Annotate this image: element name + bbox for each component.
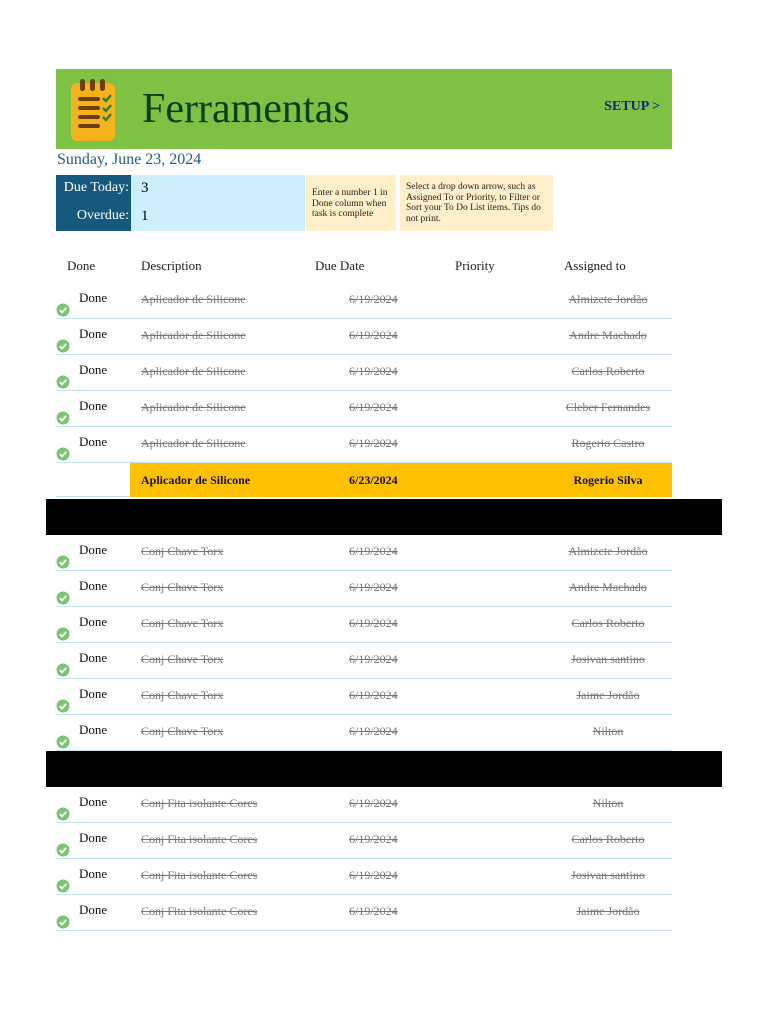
table-row[interactable]	[56, 283, 672, 319]
description-cell[interactable]: Conj Fita isolante Cores	[141, 796, 258, 810]
table-row[interactable]	[56, 607, 672, 643]
due-date-cell[interactable]: 6/19/2024	[349, 868, 398, 882]
table-row[interactable]	[56, 355, 672, 391]
check-circle-icon	[56, 663, 70, 677]
description-cell[interactable]: Conj Chave Torx	[141, 724, 224, 738]
table-row[interactable]	[56, 391, 672, 427]
table-row[interactable]	[56, 535, 672, 571]
overdue-label: Overdue:	[76, 208, 129, 223]
current-date: Sunday, June 23, 2024	[57, 151, 202, 168]
done-cell[interactable]: Done	[79, 362, 108, 377]
description-cell[interactable]: Conj Chave Torx	[141, 616, 224, 630]
description-cell[interactable]: Conj Chave Torx	[141, 688, 224, 702]
due-date-cell[interactable]: 6/23/2024	[349, 473, 398, 487]
assigned-to-cell[interactable]: Carlos Roberto	[571, 364, 645, 378]
assigned-to-cell[interactable]: Cleber Fernandes	[565, 400, 651, 414]
done-cell[interactable]: Done	[79, 650, 108, 665]
table-row[interactable]	[56, 895, 672, 931]
description-cell[interactable]: Conj Chave Torx	[141, 544, 224, 558]
due-date-cell[interactable]: 6/19/2024	[349, 400, 398, 414]
due-date-cell[interactable]: 6/19/2024	[349, 364, 398, 378]
table-row[interactable]	[56, 571, 672, 607]
due-date-cell[interactable]: 6/19/2024	[349, 652, 398, 666]
check-circle-icon	[56, 555, 70, 569]
description-cell[interactable]: Conj Chave Torx	[141, 580, 224, 594]
done-cell[interactable]: Done	[79, 434, 108, 449]
due-today-value: 3	[141, 180, 149, 196]
due-date-cell[interactable]: 6/19/2024	[349, 688, 398, 702]
column-header-due-date[interactable]: Due Date	[315, 258, 365, 273]
table-row[interactable]	[56, 679, 672, 715]
done-cell[interactable]: Done	[79, 578, 108, 593]
assigned-to-cell[interactable]: Rogerio Silva	[573, 473, 643, 487]
check-circle-icon	[56, 843, 70, 857]
description-cell[interactable]: Aplicador de Silicone	[141, 328, 246, 342]
description-cell[interactable]: Aplicador de Silicone	[141, 292, 246, 306]
due-today-label: Due Today:	[63, 180, 129, 195]
assigned-to-cell[interactable]: Jaime Jordão	[576, 904, 640, 918]
description-cell[interactable]: Conj Fita isolante Cores	[141, 868, 258, 882]
due-date-cell[interactable]: 6/19/2024	[349, 796, 398, 810]
check-circle-icon	[56, 303, 70, 317]
due-date-cell[interactable]: 6/19/2024	[349, 292, 398, 306]
assigned-to-cell[interactable]: Andre Machado	[569, 580, 647, 594]
assigned-to-cell[interactable]: Nilton	[592, 796, 624, 810]
assigned-to-cell[interactable]: Josivan santino	[571, 652, 645, 666]
assigned-to-cell[interactable]: Almizete Jordão	[568, 292, 648, 306]
tip-done-column: Enter a number 1 in Done column when task is complete	[306, 175, 396, 231]
due-date-cell[interactable]: 6/19/2024	[349, 832, 398, 846]
done-cell[interactable]: Done	[79, 830, 108, 845]
check-circle-icon	[56, 339, 70, 353]
check-circle-icon	[56, 411, 70, 425]
check-circle-icon	[56, 735, 70, 749]
check-circle-icon	[56, 699, 70, 713]
done-cell[interactable]: Done	[79, 794, 108, 809]
overdue-value: 1	[141, 208, 149, 224]
assigned-to-cell[interactable]: Nilton	[592, 724, 624, 738]
stats-panel	[56, 175, 305, 231]
tip-filter-sort: Select a drop down arrow, such as Assigned To or Priority, to Filter or Sort your To Do List items. Tips do not print.	[400, 175, 553, 231]
done-cell[interactable]: Done	[79, 866, 108, 881]
redaction-bar	[46, 751, 722, 787]
assigned-to-cell[interactable]: Andre Machado	[569, 328, 647, 342]
table-row[interactable]	[56, 859, 672, 895]
description-cell[interactable]: Aplicador de Silicone	[141, 473, 251, 487]
description-cell[interactable]: Conj Chave Torx	[141, 652, 224, 666]
column-header-assigned-to[interactable]: Assigned to	[564, 258, 626, 273]
check-circle-icon	[56, 807, 70, 821]
due-date-cell[interactable]: 6/19/2024	[349, 544, 398, 558]
due-date-cell[interactable]: 6/19/2024	[349, 328, 398, 342]
check-circle-icon	[56, 627, 70, 641]
assigned-to-cell[interactable]: Jaime Jordão	[576, 688, 640, 702]
assigned-to-cell[interactable]: Carlos Roberto	[571, 832, 645, 846]
description-cell[interactable]: Conj Fita isolante Cores	[141, 832, 258, 846]
description-cell[interactable]: Aplicador de Silicone	[141, 436, 246, 450]
header-banner	[56, 69, 672, 149]
setup-link[interactable]: SETUP >	[604, 99, 660, 114]
description-cell[interactable]: Aplicador de Silicone	[141, 364, 246, 378]
description-cell[interactable]: Aplicador de Silicone	[141, 400, 246, 414]
check-circle-icon	[56, 375, 70, 389]
clipboard-checklist-icon	[66, 77, 120, 143]
due-date-cell[interactable]: 6/19/2024	[349, 904, 398, 918]
done-cell[interactable]: Done	[79, 686, 108, 701]
table-row[interactable]	[56, 823, 672, 859]
redaction-bar	[46, 499, 722, 535]
table-row[interactable]	[56, 427, 672, 463]
page-title: Ferramentas	[142, 86, 350, 132]
assigned-to-cell[interactable]: Almizete Jordão	[568, 544, 648, 558]
column-header-description[interactable]: Description	[141, 258, 202, 273]
due-date-cell[interactable]: 6/19/2024	[349, 616, 398, 630]
done-cell[interactable]: Done	[79, 398, 108, 413]
due-date-cell[interactable]: 6/19/2024	[349, 436, 398, 450]
due-date-cell[interactable]: 6/19/2024	[349, 724, 398, 738]
table-row[interactable]	[56, 643, 672, 679]
check-circle-icon	[56, 915, 70, 929]
description-cell[interactable]: Conj Fita isolante Cores	[141, 904, 258, 918]
done-cell[interactable]: Done	[79, 614, 108, 629]
assigned-to-cell[interactable]: Carlos Roberto	[571, 616, 645, 630]
done-cell[interactable]: Done	[79, 290, 108, 305]
column-header-done[interactable]: Done	[67, 258, 96, 273]
table-row[interactable]	[56, 787, 672, 823]
check-circle-icon	[56, 447, 70, 461]
done-cell[interactable]: Done	[79, 542, 108, 557]
check-circle-icon	[56, 879, 70, 893]
table-row[interactable]	[56, 463, 672, 497]
assigned-to-cell[interactable]: Rogerio Castro	[571, 436, 645, 450]
stats-labels	[56, 175, 131, 231]
column-header-priority[interactable]: Priority	[455, 258, 495, 273]
done-cell[interactable]: Done	[79, 326, 108, 341]
done-cell[interactable]: Done	[79, 722, 108, 737]
check-circle-icon	[56, 591, 70, 605]
table-row[interactable]	[56, 715, 672, 751]
done-cell[interactable]: Done	[79, 902, 108, 917]
assigned-to-cell[interactable]: Josivan santino	[571, 868, 645, 882]
table-row[interactable]	[56, 319, 672, 355]
due-date-cell[interactable]: 6/19/2024	[349, 580, 398, 594]
